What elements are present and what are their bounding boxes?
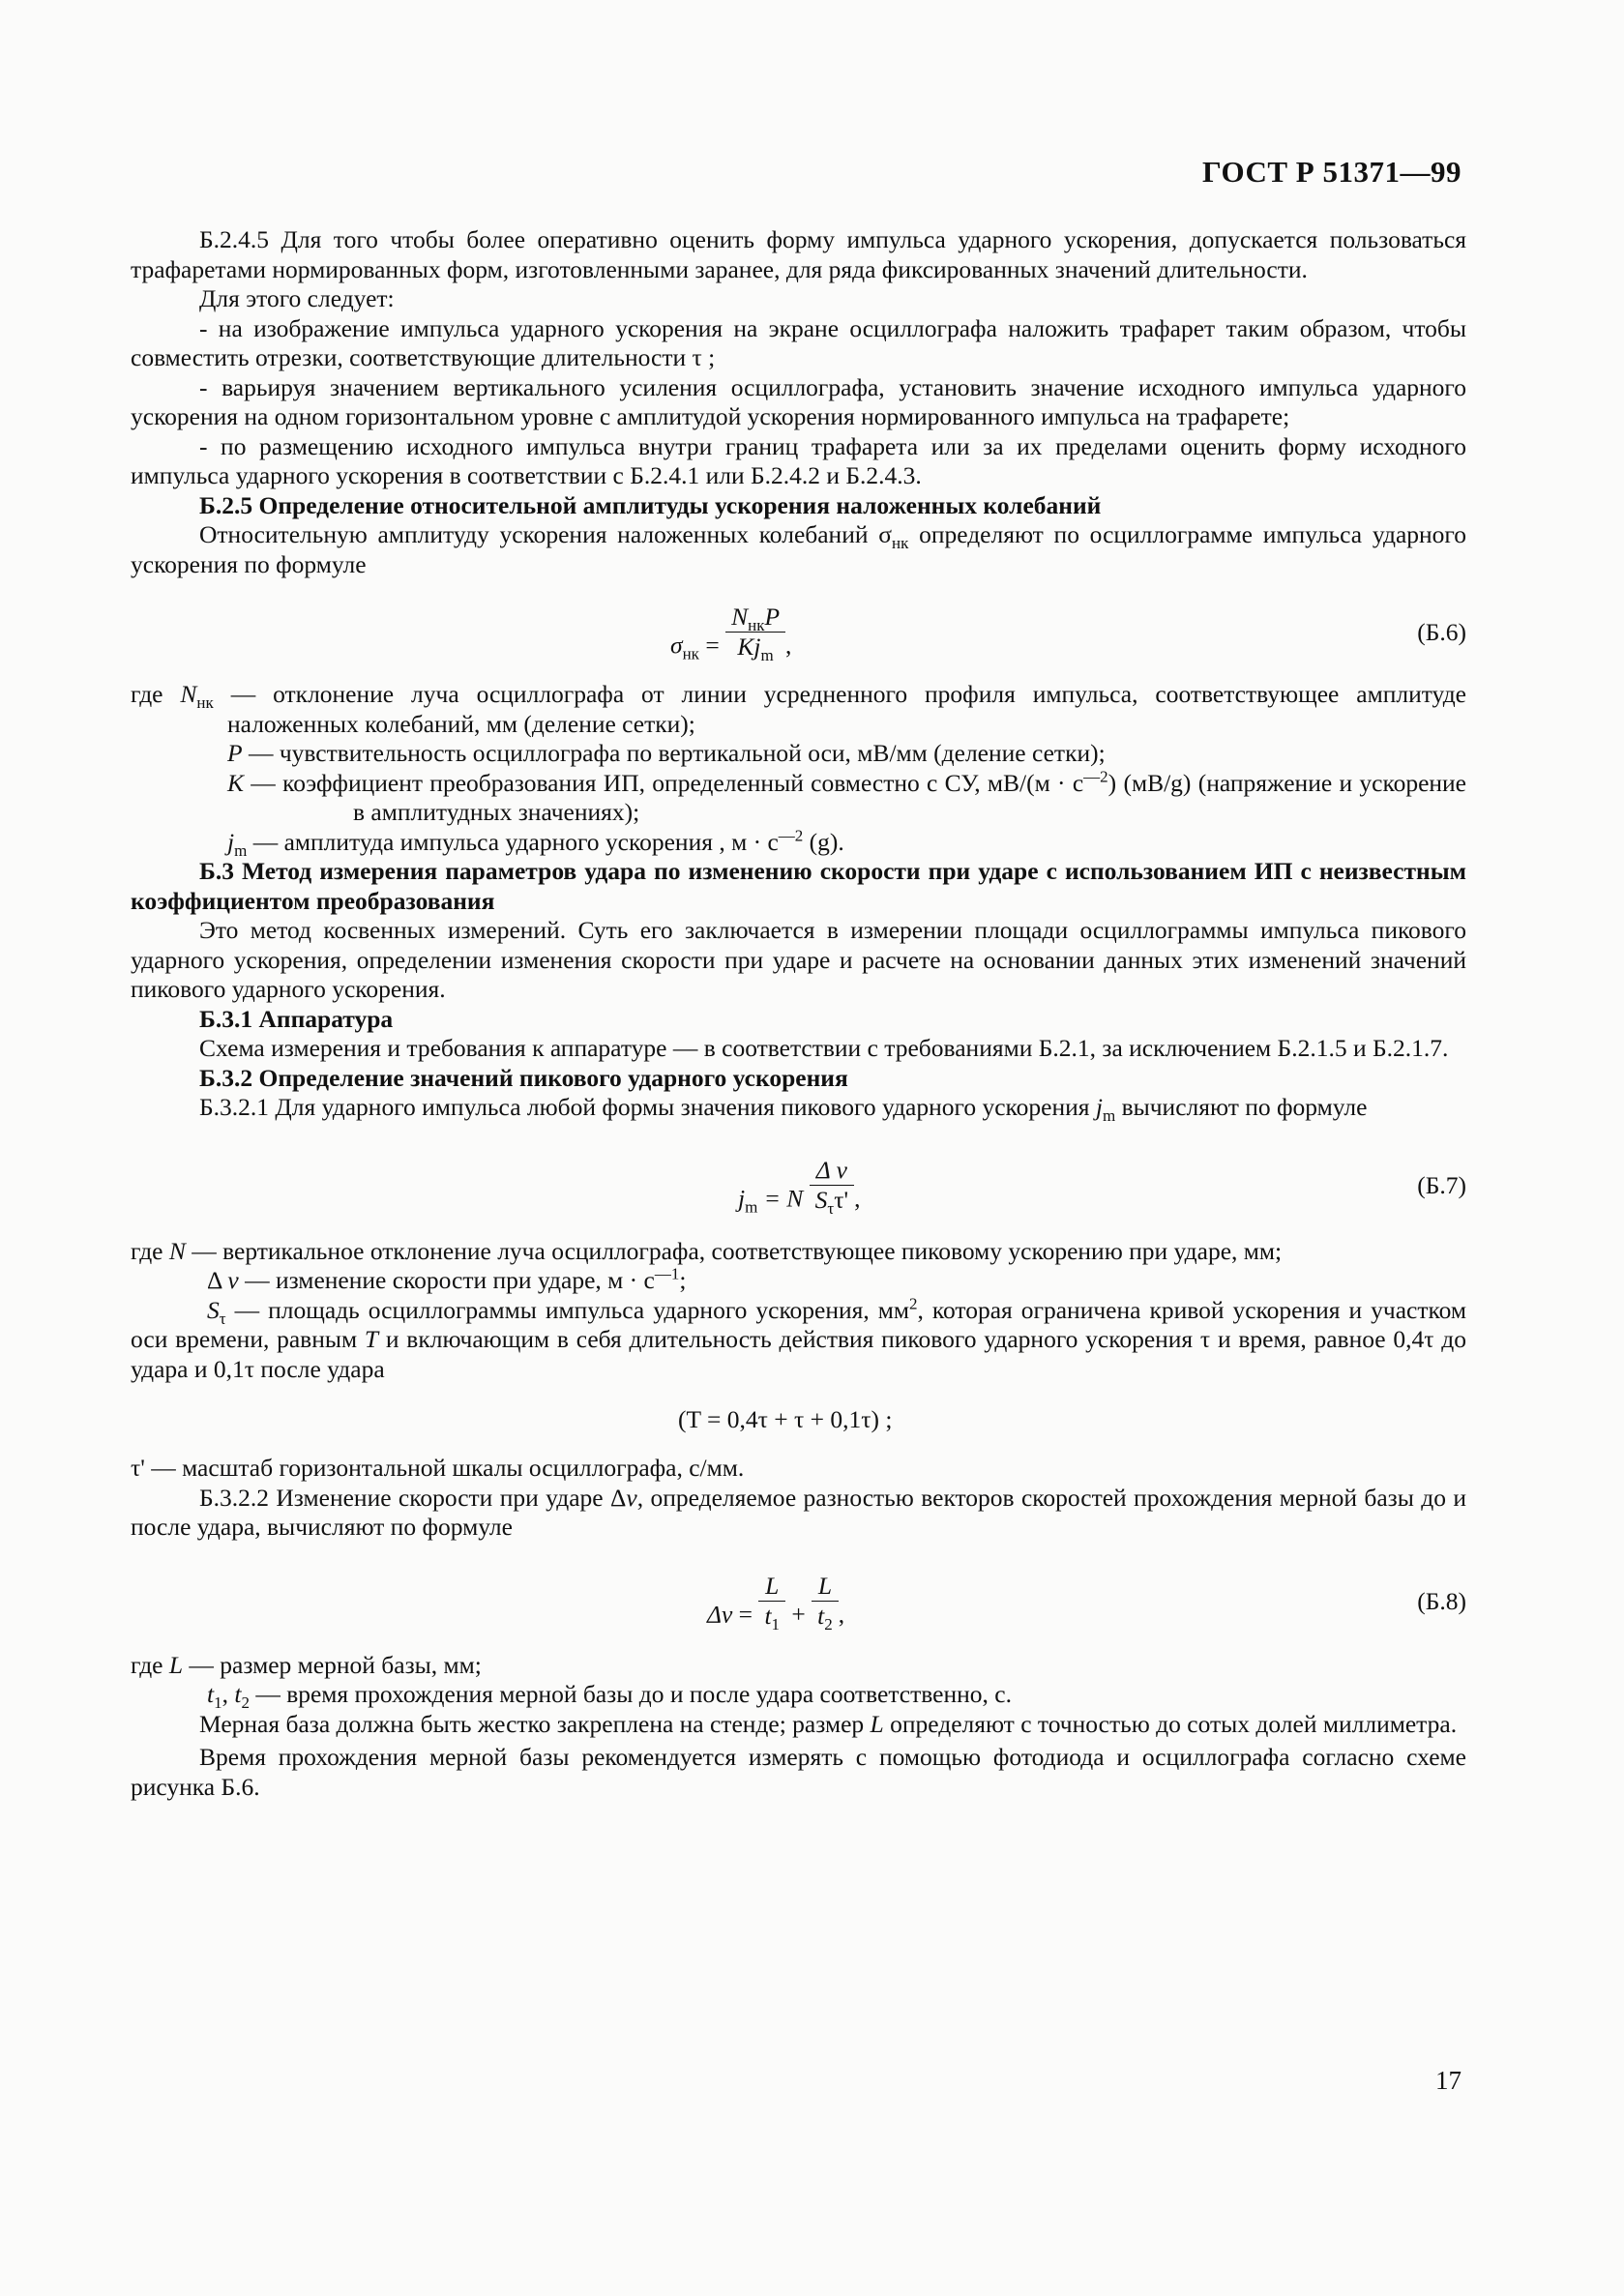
legend-jm — [131, 828, 1466, 858]
paragraph-b25-intro — [131, 520, 1466, 579]
text-run: , определяемое разностью векторов скоростей прохождения мерной базы до и после удара, вычисляют по формуле — [131, 1483, 1466, 1541]
formula-symbol: Δv — [707, 1599, 733, 1628]
text-run: Мерная база должна быть жестко закреплена на стенде; размер — [199, 1709, 871, 1738]
text-run: — амплитуда импульса ударного ускорения , м · с — [247, 827, 779, 856]
text-run: Б.3.2.1 Для ударного импульса любой формы значения пикового ударного ускорения — [199, 1093, 1096, 1121]
formula-symbol: Δ v — [815, 1155, 847, 1184]
legend-S-tau — [131, 1296, 1466, 1385]
legend-tau-prime: τ' — масштаб горизонтальной шкалы осциллографа, с/мм. — [131, 1454, 745, 1482]
text-run: — чувствительность осциллографа по вертикальной оси, мВ/мм (деление сетки); — [242, 739, 1106, 767]
formula-symbol: t — [817, 1601, 825, 1630]
formula-symbol: = N — [757, 1183, 804, 1212]
text-run: Относительную амплитуду ускорения наложенных колебаний σ — [199, 520, 892, 548]
subscript: 1 — [214, 1693, 222, 1713]
formula-symbol: Kj — [737, 633, 761, 661]
formula-symbol: N — [180, 680, 197, 708]
paragraph-base-time: Время прохождения мерной базы рекомендуется измерять с помощью фотодиода и осциллографа согласно схеме рисунка Б.6. — [131, 1743, 1466, 1801]
text-run: ) (мВ/g) (напряжение и ускорение в амплитудных значениях); — [353, 768, 1466, 826]
text-run: определяют по осциллограмме импульса ударного ускорения по формуле — [131, 520, 1466, 578]
subscript: 2 — [824, 1614, 833, 1634]
text-run: ; — [679, 1266, 687, 1294]
paragraph-b322 — [131, 1484, 1466, 1543]
subscript: τ — [827, 1198, 835, 1218]
formula-symbol: S — [207, 1295, 220, 1324]
subscript: m — [745, 1196, 758, 1216]
paragraph-base-fixed — [131, 1710, 1466, 1740]
text-run: Б.3.2.2 Изменение скорости при ударе Δ — [199, 1483, 627, 1512]
formula-number: (Б.7) — [1417, 1170, 1466, 1199]
formula-symbol: t — [234, 1680, 242, 1708]
legend-delta-v — [131, 1266, 1466, 1296]
subscript: m — [234, 840, 248, 860]
formula-fraction-2 — [812, 1571, 839, 1634]
page-number: 17 — [1435, 2066, 1462, 2095]
legend-N-vertical — [131, 1237, 1466, 1267]
legend-t1-t2 — [131, 1680, 1466, 1713]
formula-symbol: L — [765, 1571, 780, 1600]
paragraph-b321 — [131, 1093, 1466, 1126]
formula-b8: Δv = $\frac{L}{t_1}$ + $\frac{L}{t_2}$ , (Б.8) — [707, 1571, 1466, 1634]
formula-symbol: v — [626, 1483, 637, 1512]
list-item-step-1: - на изображение импульса ударного ускорения на экране осциллографа наложить трафарет таким образом, чтобы совместить отрезки, соответствующие длительности τ ; — [131, 313, 1466, 371]
superscript: —1 — [654, 1264, 680, 1283]
formula-b6: $\sigma_{нк}$ = $\frac{N_{нк}P}{Kj_m}$ , (Б.6) — [670, 603, 1466, 665]
formula-symbol: S — [814, 1185, 828, 1214]
legend-K — [131, 769, 1466, 828]
text-run: и включающим в себя длительность действия пикового ударного ускорения τ и время, равное 0,4τ до удара и 0,1τ после удара — [131, 1325, 1467, 1383]
section-heading-b25 — [131, 491, 1466, 521]
list-item-step-2: - варьируя значением вертикального усиления осциллографа, установить значение исходного импульса ударного ускорения на одном горизонтальном уровне с амплитудой ускорения нормированного импульса на трафарете; — [131, 372, 1466, 430]
superscript: —2 — [778, 826, 804, 844]
subscript: m — [1102, 1106, 1116, 1126]
superscript: 2 — [909, 1294, 918, 1312]
subscript: нк — [891, 534, 909, 553]
paragraph-b3: Это метод косвенных измерений. Суть его заключается в измерении площади осциллограммы импульса пикового ударного ускорения, определении изменения скорости при ударе и расчете на основании данных этих изменений значений пикового ударного ускорения. — [131, 916, 1466, 1003]
formula-punct: , — [854, 1183, 861, 1212]
formula-symbol: j — [738, 1183, 746, 1212]
formula-symbol: t — [764, 1601, 772, 1630]
formula-fraction-1 — [758, 1571, 785, 1634]
formula-symbol: τ' — [834, 1185, 849, 1214]
text-run: где — [131, 680, 181, 708]
formula-symbol: N — [168, 1236, 186, 1265]
text-run: , которая ограничена кривой ускорения и участком оси времени, равным — [131, 1295, 1466, 1353]
heading-text: Б.3.2 Определение значений пикового ударного ускорения — [199, 1063, 848, 1092]
formula-symbol: j — [1095, 1093, 1103, 1121]
text-run: где — [131, 1650, 169, 1679]
text-run: определяют с точностью до сотых долей миллиметра. — [883, 1709, 1458, 1738]
formula-symbol: σ — [670, 631, 683, 660]
section-heading-b3 — [131, 857, 1466, 916]
text-run: — коэффициент преобразования ИП, определенный совместно с СУ, мВ/(м · с — [244, 768, 1084, 797]
text-run: — изменение скорости при ударе, м · с — [238, 1266, 655, 1294]
formula-symbol: N — [731, 603, 749, 631]
text-run: — площадь осциллограммы импульса ударного ускорения, мм — [225, 1295, 910, 1324]
formula-punct: , — [838, 1599, 845, 1628]
paragraph-steps-intro: Для этого следует: — [199, 284, 395, 312]
formula-symbol: P — [227, 739, 243, 767]
text-run: — вертикальное отклонение луча осциллографа, соответствующее пиковому ускорению при ударе, мм; — [185, 1236, 1283, 1265]
paragraph-b31: Схема измерения и требования к аппаратуре — в соответствии с требованиями Б.2.1, за исключением Б.2.1.5 и Б.2.1.7. — [199, 1034, 1449, 1062]
subscript: m — [760, 646, 774, 665]
heading-text: Б.2.5 Определение относительной амплитуды ускорения наложенных колебаний — [199, 490, 1102, 519]
formula-number: (Б.8) — [1417, 1586, 1466, 1615]
section-heading-b31 — [131, 1005, 1466, 1035]
list-item-step-3: - по размещению исходного импульса внутри границ трафарета или за их пределами оценить форму исходного импульса ударного ускорения в соответствии с Б.2.4.1 или Б.2.4.2 и Б.2.4.3. — [131, 431, 1466, 489]
formula-symbol: L — [817, 1571, 833, 1600]
formula-T — [131, 1401, 1466, 1440]
legend-P — [131, 739, 1466, 769]
subscript: нк — [682, 644, 699, 663]
legend-N — [131, 680, 1466, 739]
text-run: где — [131, 1236, 169, 1265]
formula-symbol: K — [227, 768, 245, 797]
formula-number: (Б.6) — [1417, 618, 1466, 646]
text-run: Δ — [207, 1266, 228, 1294]
formula-b7 — [131, 1152, 1466, 1222]
heading-text: Б.3 Метод измерения параметров удара по изменению скорости при ударе с использованием ИП с неизвестным коэффициентом преобразования — [131, 857, 1466, 915]
formula-punct: , — [785, 631, 792, 660]
formula-fraction — [810, 1155, 854, 1218]
formula-symbol: t — [207, 1680, 215, 1708]
section-heading-b32 — [131, 1064, 1466, 1094]
text-run: — отклонение луча осциллографа от линии усредненного профиля импульса, соответствующее амплитуде наложенных колебаний, мм (деление сетки); — [213, 680, 1466, 738]
formula-symbol: L — [870, 1709, 884, 1738]
document-body — [131, 225, 1466, 1802]
formula-symbol: L — [168, 1650, 184, 1679]
formula-symbol: T — [364, 1325, 379, 1353]
text-run: вычисляют по формуле — [1115, 1093, 1368, 1121]
subscript: τ — [219, 1309, 226, 1328]
subscript: нк — [196, 693, 214, 713]
formula-fraction — [725, 603, 785, 665]
formula-symbol: v — [227, 1266, 239, 1294]
subscript: 1 — [771, 1614, 781, 1634]
formula-text: (T = 0,4τ + τ + 0,1τ) ; — [678, 1405, 893, 1433]
subscript: нк — [748, 616, 765, 635]
heading-text: Б.3.1 Аппаратура — [199, 1004, 394, 1033]
subscript: 2 — [241, 1693, 250, 1713]
paragraph-b245: Б.2.4.5 Для того чтобы более оперативно оценить форму импульса ударного ускорения, допускается пользоваться трафаретами нормированных форм, изготовленными заранее, для ряда фиксированных значений длительности. — [131, 225, 1466, 283]
document-header: ГОСТ Р 51371—99 — [1202, 155, 1462, 189]
formula-symbol: j — [227, 827, 235, 856]
superscript: —2 — [1083, 767, 1108, 785]
text-run: — время прохождения мерной базы до и после удара соответственно, с. — [249, 1680, 1012, 1708]
legend-L — [131, 1651, 1466, 1681]
formula-symbol: P — [764, 603, 781, 631]
text-run: (g). — [803, 827, 844, 856]
text-run: , — [221, 1680, 235, 1708]
text-run: — размер мерной базы, мм; — [183, 1650, 482, 1679]
